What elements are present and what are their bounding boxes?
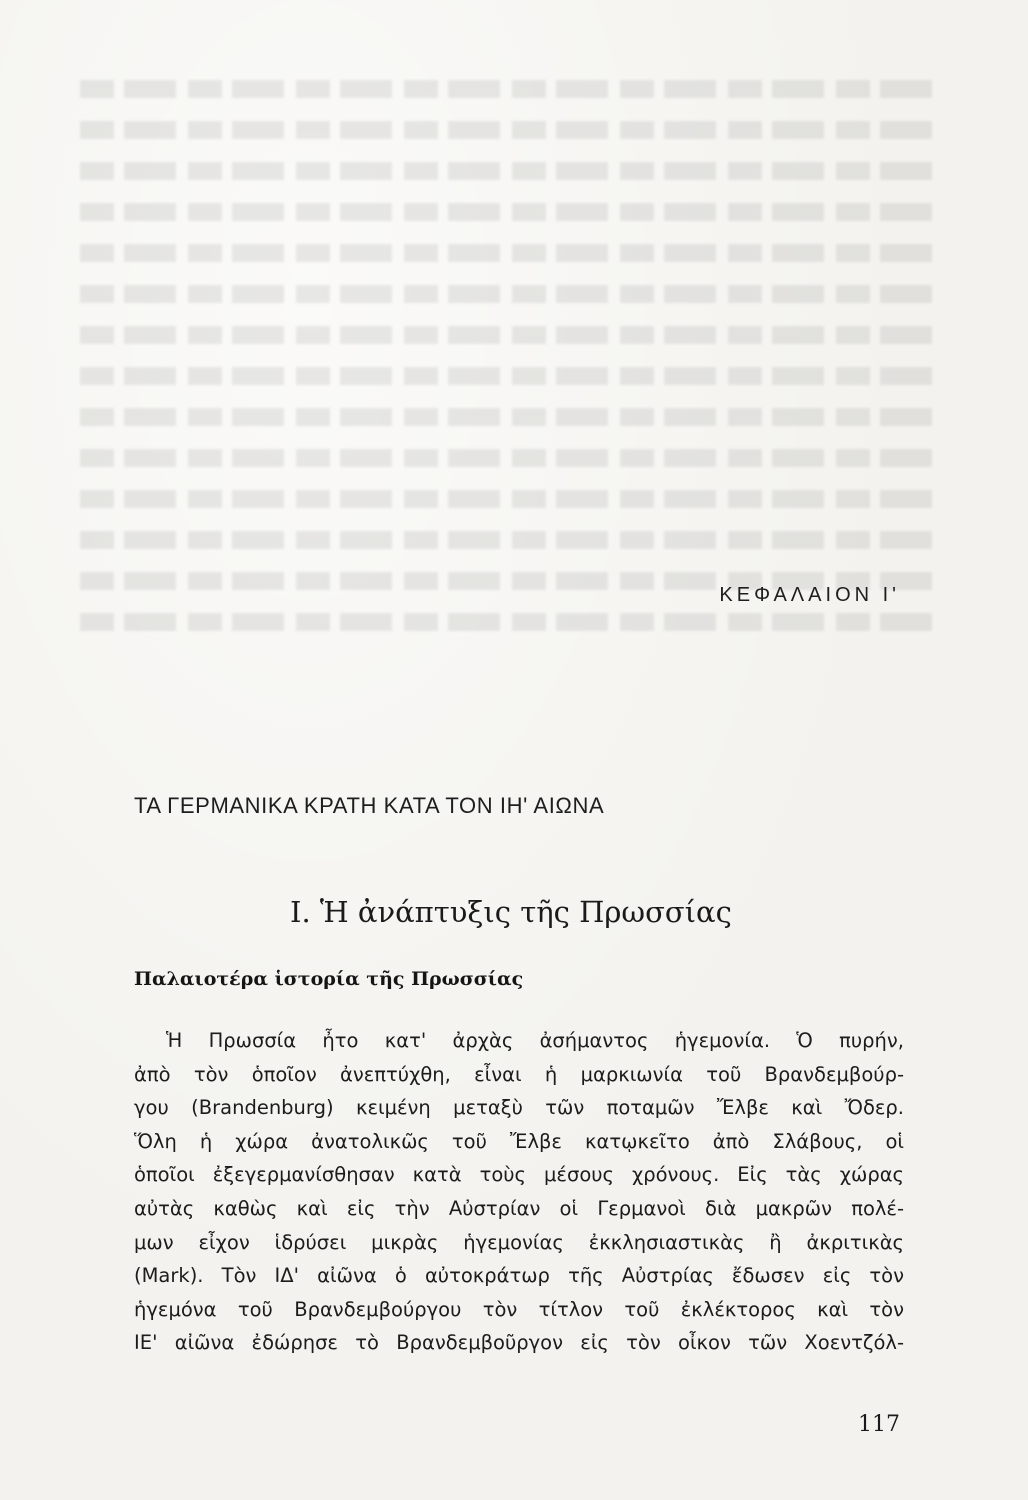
section-heading: Ι. Ἡ ἀνάπτυξις τῆς Πρωσσίας bbox=[290, 895, 732, 929]
body-line: ΙΕ' αἰῶνα ἐδώρησε τὸ Βρανδεμβοῦργον εἰς τὸν οἶκον τῶν Χοεντζόλ- bbox=[134, 1331, 904, 1355]
body-line: ὁποῖοι ἐξεγερμανίσθησαν κατὰ τοὺς μέσους χρόνους. Εἰς τὰς χώρας bbox=[134, 1163, 904, 1187]
body-line: μων εἶχον ἱδρύσει μικρὰς ἡγεμονίας ἐκκλησιαστικὰς ἢ ἀκριτικὰς bbox=[134, 1230, 904, 1254]
body-line: Ἡ Πρωσσία ἦτο κατ' ἀρχὰς ἀσήμαντος ἡγεμονία. Ὁ πυρήν, bbox=[166, 1029, 904, 1052]
body-line: (Mark). Τὸν ΙΔ' αἰῶνα ὁ αὐτοκράτωρ τῆς Αὐστρίας ἔδωσεν εἰς τὸν bbox=[134, 1264, 904, 1288]
body-line: γου (Brandenburg) κειμένη μεταξὺ τῶν ποταμῶν Ἔλβε καὶ Ὄδερ. bbox=[134, 1096, 904, 1120]
body-line: ἡγεμόνα τοῦ Βρανδεμβούργου τὸν τίτλον τοῦ ἐκλέκτορος καὶ τὸν bbox=[134, 1297, 904, 1321]
body-paragraph bbox=[134, 1024, 904, 1360]
body-line: Ὅλη ἡ χώρα ἀνατολικῶς τοῦ Ἔλβε κατῳκεῖτο ἀπὸ Σλάβους, οἱ bbox=[134, 1129, 904, 1153]
body-line: ἀπὸ τὸν ὁποῖον ἀνεπτύχθη, εἶναι ἡ μαρκιωνία τοῦ Βρανδεμβούρ- bbox=[134, 1062, 904, 1086]
body-line: αὐτὰς καθὼς καὶ εἰς τὴν Αὐστρίαν οἱ Γερμανοὶ διὰ μακρῶν πολέ- bbox=[134, 1196, 904, 1220]
chapter-label: ΚΕΦΑΛΑΙΟΝ Ι' bbox=[719, 584, 900, 606]
subsection-heading: Παλαιοτέρα ἱστορία τῆς Πρωσσίας bbox=[134, 968, 524, 990]
bleed-through-shadow bbox=[80, 80, 940, 700]
page-number: 117 bbox=[858, 1412, 900, 1437]
chapter-title: ΤΑ ΓΕΡΜΑΝΙΚΑ ΚΡΑΤΗ ΚΑΤΑ ΤΟΝ ΙΗ' ΑΙΩΝΑ bbox=[134, 793, 605, 818]
